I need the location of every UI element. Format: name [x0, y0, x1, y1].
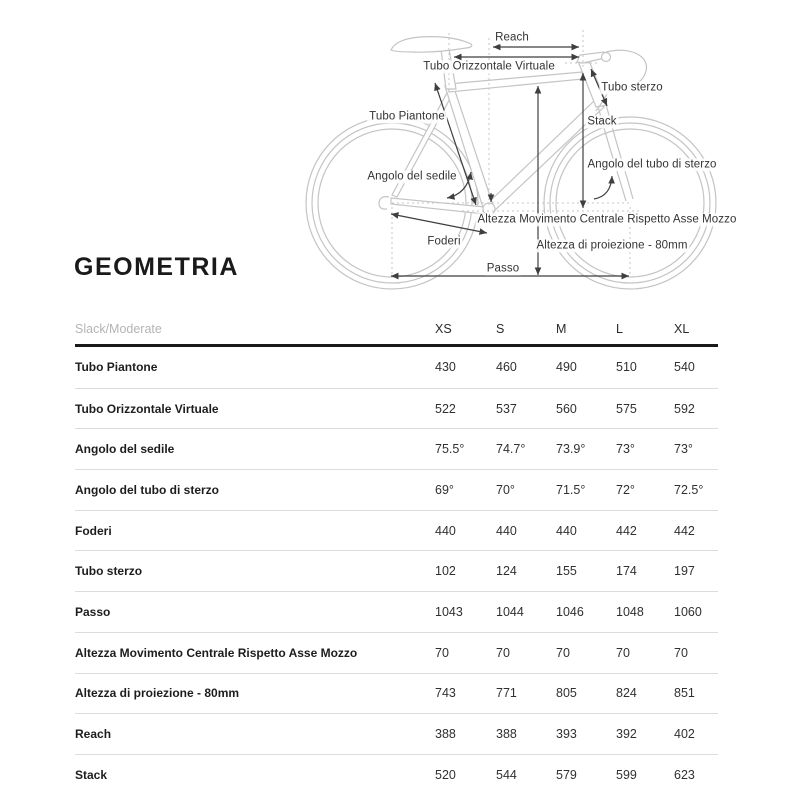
table-header-label: Slack/Moderate — [75, 321, 162, 336]
row-value: 71.5° — [556, 482, 586, 497]
row-value: 70 — [496, 645, 510, 660]
row-value: 70 — [674, 645, 688, 660]
diagram-label-head-angle: Angolo del tubo di sterzo — [587, 158, 717, 171]
row-value: 1048 — [616, 604, 644, 619]
row-value: 440 — [435, 523, 456, 538]
row-value: 70 — [435, 645, 449, 660]
row-value: 442 — [616, 523, 637, 538]
table-row — [75, 388, 718, 429]
row-label: Altezza di proiezione - 80mm — [75, 686, 240, 701]
table-row — [75, 713, 718, 754]
row-value: 70° — [496, 482, 515, 497]
row-value: 70 — [616, 645, 630, 660]
chainstay-arrow — [391, 214, 487, 233]
row-value: 72.5° — [674, 482, 704, 497]
row-label: Stack — [75, 767, 108, 782]
row-value: 402 — [674, 727, 695, 742]
row-value: 102 — [435, 564, 456, 579]
geometry-table-body — [75, 347, 718, 795]
row-label: Reach — [75, 727, 112, 742]
diagram-label-wheelbase: Passo — [486, 262, 520, 275]
row-value: 1046 — [556, 604, 584, 619]
table-row — [75, 591, 718, 632]
row-label: Tubo sterzo — [75, 564, 143, 579]
table-row — [75, 469, 718, 510]
row-value: 70 — [556, 645, 570, 660]
row-value: 1043 — [435, 604, 463, 619]
row-value: 73° — [616, 442, 635, 457]
row-value: 579 — [556, 767, 577, 782]
column-header: M — [556, 321, 567, 336]
row-value: 592 — [674, 401, 695, 416]
diagram-label-top-tube: Tubo Orizzontale Virtuale — [423, 60, 555, 73]
row-value: 623 — [674, 767, 695, 782]
geometry-table — [75, 313, 718, 795]
table-row — [75, 632, 718, 673]
row-value: 544 — [496, 767, 517, 782]
row-value: 490 — [556, 360, 577, 375]
row-value: 155 — [556, 564, 577, 579]
row-value: 743 — [435, 686, 456, 701]
page-title: GEOMETRIA — [74, 253, 239, 281]
row-label: Tubo Piantone — [75, 360, 158, 375]
row-value: 824 — [616, 686, 637, 701]
column-header: S — [496, 321, 505, 336]
table-row — [75, 347, 718, 388]
row-value: 537 — [496, 401, 517, 416]
geometry-diagram — [280, 8, 750, 300]
row-value: 560 — [556, 401, 577, 416]
column-header: L — [616, 321, 623, 336]
row-value: 440 — [556, 523, 577, 538]
row-value: 851 — [674, 686, 695, 701]
row-value: 460 — [496, 360, 517, 375]
row-label: Angolo del tubo di sterzo — [75, 482, 219, 497]
row-label: Angolo del sedile — [75, 442, 175, 457]
row-value: 174 — [616, 564, 637, 579]
diagram-label-chainstay: Foderi — [427, 235, 461, 248]
row-value: 388 — [496, 727, 517, 742]
table-row — [75, 754, 718, 795]
row-value: 522 — [435, 401, 456, 416]
row-value: 72° — [616, 482, 635, 497]
row-value: 1060 — [674, 604, 702, 619]
row-label: Foderi — [75, 523, 112, 538]
diagram-label-seat-tube: Tubo Piantone — [369, 110, 445, 123]
bike-diagram-drawing — [280, 8, 750, 300]
table-row — [75, 510, 718, 551]
diagram-label-projection-height: Altezza di proiezione - 80mm — [536, 239, 688, 252]
row-value: 575 — [616, 401, 637, 416]
diagram-label-head-tube: Tubo sterzo — [601, 81, 663, 94]
row-value: 805 — [556, 686, 577, 701]
row-value: 124 — [496, 564, 517, 579]
table-header-row — [75, 313, 718, 347]
row-value: 442 — [674, 523, 695, 538]
row-label: Altezza Movimento Centrale Rispetto Asse Mozzo — [75, 645, 358, 660]
row-value: 440 — [496, 523, 517, 538]
row-value: 392 — [616, 727, 637, 742]
row-value: 388 — [435, 727, 456, 742]
column-header: XL — [674, 321, 690, 336]
row-value: 73.9° — [556, 442, 586, 457]
row-value: 771 — [496, 686, 517, 701]
row-value: 393 — [556, 727, 577, 742]
row-value: 510 — [616, 360, 637, 375]
row-value: 430 — [435, 360, 456, 375]
diagram-label-bb-drop: Altezza Movimento Centrale Rispetto Asse Mozzo — [477, 213, 737, 226]
row-value: 520 — [435, 767, 456, 782]
row-value: 599 — [616, 767, 637, 782]
row-value: 540 — [674, 360, 695, 375]
row-value: 73° — [674, 442, 693, 457]
row-label: Tubo Orizzontale Virtuale — [75, 401, 219, 416]
row-label: Passo — [75, 604, 111, 619]
diagram-label-seat-angle: Angolo del sedile — [367, 170, 457, 183]
row-value: 197 — [674, 564, 695, 579]
diagram-label-stack: Stack — [587, 115, 617, 128]
diagram-label-reach: Reach — [495, 31, 529, 44]
row-value: 69° — [435, 482, 454, 497]
column-header: XS — [435, 321, 452, 336]
table-row — [75, 673, 718, 714]
head-angle-arc — [594, 176, 612, 199]
table-row — [75, 550, 718, 591]
table-row — [75, 428, 718, 469]
row-value: 75.5° — [435, 442, 465, 457]
row-value: 74.7° — [496, 442, 526, 457]
row-value: 1044 — [496, 604, 524, 619]
